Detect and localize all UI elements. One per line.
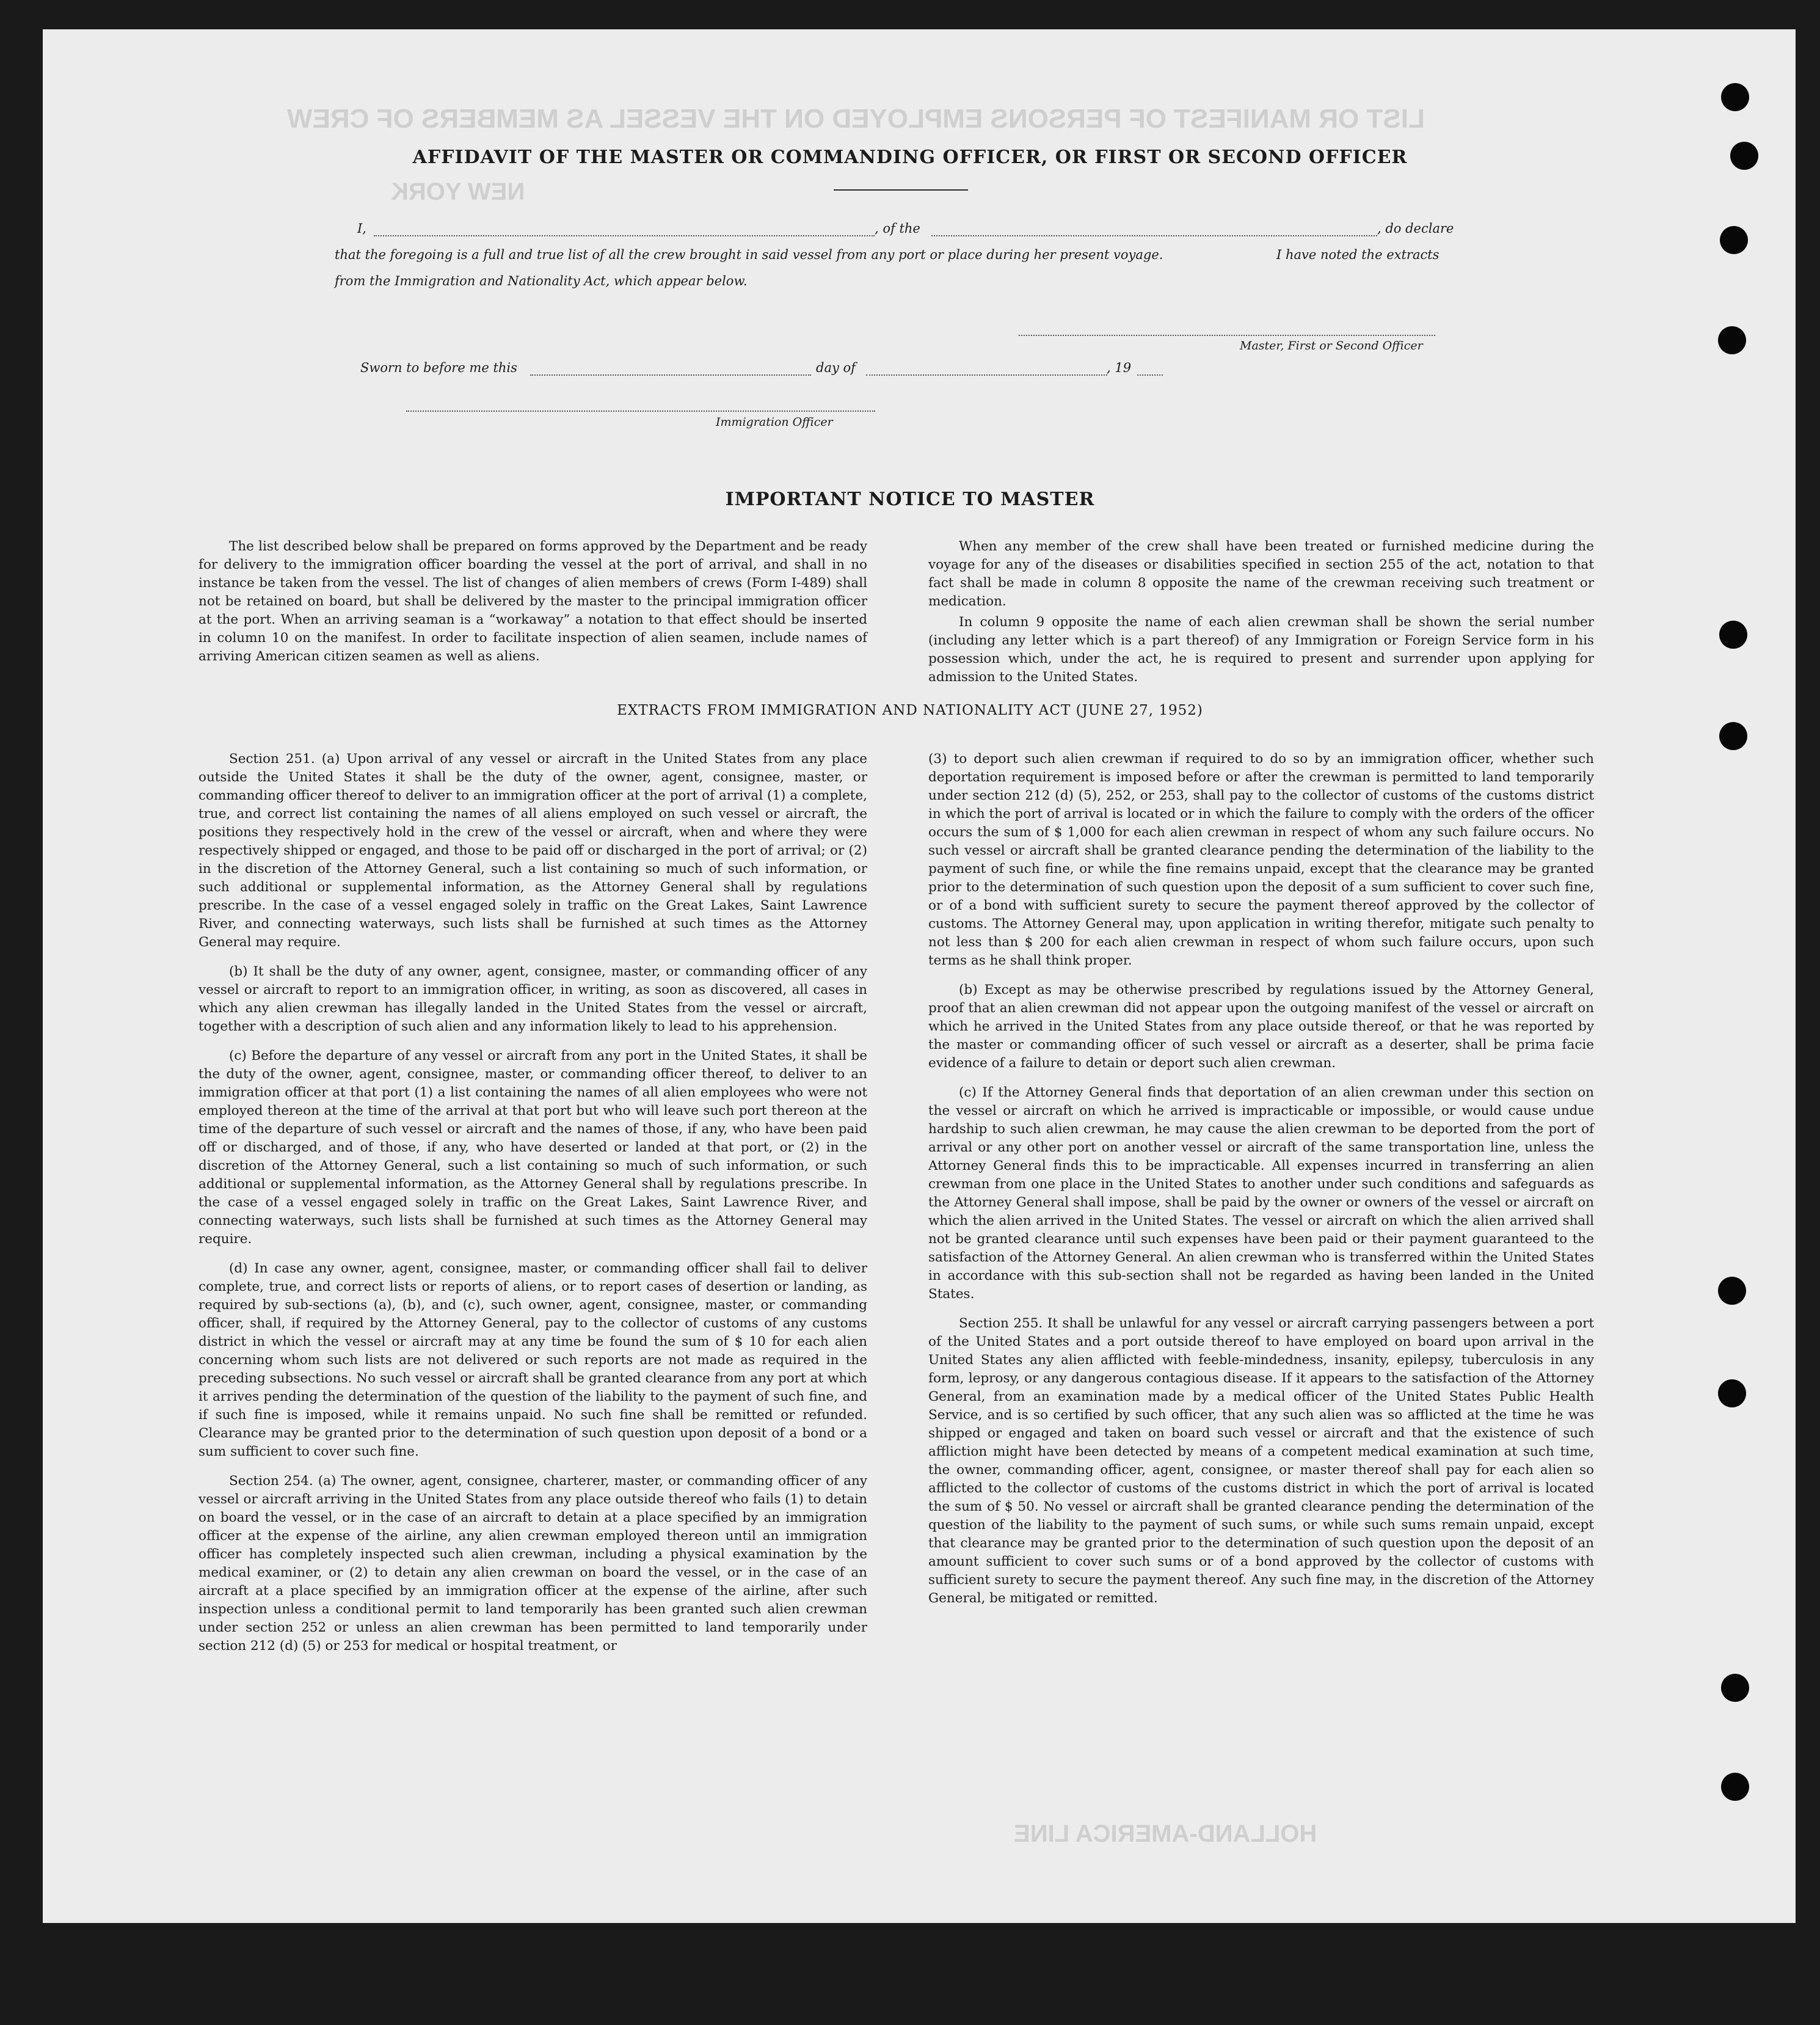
punch-hole <box>1719 621 1747 649</box>
do-declare-label: , do declare <box>1377 221 1454 236</box>
section-254-a: Section 254. (a) The owner, agent, consignee, charterer, master, or commanding officer of any vessel or aircraft arriving in the United States from any place outside thereof who fails (1) to detain on board the vessel, or in the case of an aircraft to detain at a place specified by an immigration officer at the expense of the airline, any alien crewman employed thereon until an immigration officer has completely inspected such alien crewman, including a physical examination by the medical examiner, or (2) to detain any alien crewman on board the vessel, or in the case of an aircraft at a place specified by an immigration officer at the expense of the airline, after such inspection unless a conditional permit to land temporarily has been granted such alien crewman under section 252 or unless an alien crewman has been permitted to land temporarily under section 212 (d) (5) or 253 for medical or hospital treatment, or <box>198 1473 867 1654</box>
notice-title: IMPORTANT NOTICE TO MASTER <box>725 489 1095 510</box>
vessel-field[interactable] <box>931 235 1377 236</box>
section-251-b: (b) It shall be the duty of any owner, agent, consignee, master, or commanding officer of any vessel or aircraft to report to an immigration officer, in writing, as soon as discovered, all cases in which any alien crewman has illegally landed in the United States from the vessel or aircraft, together with a description of such alien and any information likely to lead to his apprehension. <box>198 964 867 1034</box>
bleed-through-port: NEW YORK <box>391 178 525 205</box>
notice-right-paragraph-1: When any member of the crew shall have been treated or furnished medicine during the voyage for any of the diseases or disabilities specified in section 255 of the act, notation to that fact shall be made in column 8 opposite the name of the crewman receiving such treatment or medication. <box>928 539 1594 609</box>
declaration-text-extracts: I have noted the extracts <box>1276 247 1440 262</box>
declaration-text-2: from the Immigration and Nationality Act, which appear below. <box>335 274 748 288</box>
punch-hole <box>1719 722 1747 750</box>
year-label: , 19 <box>1107 360 1132 375</box>
punch-hole <box>1720 226 1748 254</box>
punch-hole <box>1721 1674 1749 1702</box>
section-255: Section 255. It shall be unlawful for any vessel or aircraft carrying passengers between a port of the United States and a port outside thereof to have employed on board upon arrival in the United States any alien afflicted with feeble-mindedness, insanity, epilepsy, tuberculosis in any form, leprosy, or any dangerous contagious disease. If it appears to the satisfaction of the Attorney General, from an examination made by a medical officer of the United States Public Health Service, and is so certified by such officer, that any such alien was so afflicted at the time he was shipped or engaged and taken on board such vessel or aircraft and that the existence of such affliction might have been detected by means of a competent medical examination at such time, the owner, commanding officer, agent, consignee, or master thereof shall pay for each alien so afflicted to the collector of customs of the customs district in which the port of arrival is located the sum of $ 50. No vessel or aircraft shall be granted clearance pending the determination of the question of the liability to the payment of such sums, or while such sums remain unpaid, except that clearance may be granted prior to the determination of such question upon the deposit of an amount sufficient to cover such sums or of a bond approved by the collector of customs with sufficient surety to secure the payment thereof. Any such fine may, in the discretion of the Attorney General, be mitigated or remitted. <box>928 1316 1594 1606</box>
notice-right-column <box>928 538 1594 698</box>
day-of-label: day of <box>816 360 856 375</box>
section-251-c: (c) Before the departure of any vessel or aircraft from any port in the United States, it shall be the duty of the owner, agent, consignee, master, or commanding officer thereof, to deliver to an immigration officer at that port (1) a list containing the names of all alien employees who were not employed thereon at the time of the arrival at that port but who will leave such port thereon at the time of the departure of such vessel or aircraft and the names of those, if any, who have been paid off or discharged, and of those, if any, who have deserted or landed at that port, or (2) in the discretion of the Attorney General, such a list containing so much of such information, or such additional or supplemental information, as the Attorney General shall by regulations prescribe. In the case of a vessel engaged solely in traffic on the Great Lakes, Saint Lawrence River, and connecting waterways, such lists shall be furnished at such times as the Attorney General may require. <box>198 1048 867 1247</box>
punch-hole <box>1718 1379 1746 1407</box>
section-254-c: (c) If the Attorney General finds that deportation of an alien crewman under this section on the vessel or aircraft on which he arrived is impracticable or impossible, or would cause undue hardship to such alien crewman, he may cause the alien crewman to be deported from the port of arrival or any other port on another vessel or aircraft of the same transportation line, unless the Attorney General finds this to be impracticable. All expenses incurred in transferring an alien crewman from one place in the United States to another under such conditions and safeguards as the Attorney General shall impose, shall be paid by the owner or owners of the vessel or aircraft on which the alien arrived in the United States. The vessel or aircraft on which the alien arrived shall not be granted clearance until such expenses have been paid or their payment guaranteed to the satisfaction of the Attorney General. An alien crewman who is transferred within the United States in accordance with this sub-section shall not be regarded as having been landed in the United States. <box>928 1085 1594 1302</box>
sworn-label: Sworn to before me this <box>360 360 517 375</box>
extracts-left-column <box>198 750 867 1666</box>
master-signature-line[interactable] <box>1019 335 1435 336</box>
officer-signature-label: Immigration Officer <box>716 415 833 429</box>
master-signature-label: Master, First or Second Officer <box>1240 339 1423 352</box>
affidavit-title: AFFIDAVIT OF THE MASTER OR COMMANDING OFFICER, OR FIRST OR SECOND OFFICER <box>412 147 1408 168</box>
section-254-a-cont: (3) to deport such alien crewman if required to do so by an immigration officer, whether such deportation requirement is imposed before or after the crewman is permitted to land temporarily under section 212 (d) (5), 252, or 253, shall pay to the collector of customs of the customs district in which the port of arrival is located or in which the failure to comply with the orders of the officer occurs the sum of $ 1,000 for each alien crewman in respect of whom any such failure occurs. No such vessel or aircraft shall be granted clearance pending the determination of the liability to the payment of such fine, or while the fine remains unpaid, except that the clearance may be granted prior to the determination of such question upon the deposit of a sum sufficient to cover such fine, or of a bond with sufficient surety to secure the payment thereof approved by the collector of customs. The Attorney General may, upon application in writing therefor, mitigate such penalty to not less than $ 200 for each alien crewman in respect of whom such failure occurs, upon such terms as he shall think proper. <box>928 751 1594 968</box>
notice-left-column <box>198 538 867 677</box>
section-254-b: (b) Except as may be otherwise prescribed by regulations issued by the Attorney General, proof that an alien crewman did not appear upon the outgoing manifest of the vessel or aircraft on which he arrived in the United States from any place outside thereof, or that he was reported by the master or commanding officer of such vessel or aircraft as a deserter, shall be prima facie evidence of a failure to detain or deport such alien crewman. <box>928 982 1594 1071</box>
notice-left-paragraph: The list described below shall be prepared on forms approved by the Department and be ready for delivery to the immigration officer boarding the vessel at the port of arrival, and shall in no instance be taken from the vessel. The list of changes of alien members of crews (Form I-489) shall not be retained on board, but shall be delivered by the master to the principal immigration officer at the port. When an arriving seaman is a “workaway” a notation to that effect should be inserted in column 10 on the manifest. In order to facilitate inspection of alien seamen, include names of arriving American citizen seamen as well as aliens. <box>198 539 867 664</box>
punch-hole <box>1718 1277 1746 1305</box>
sworn-day-field[interactable] <box>530 374 811 376</box>
punch-hole <box>1718 326 1746 354</box>
section-251-a: Section 251. (a) Upon arrival of any vessel or aircraft in the United States from any place outside the United States it shall be the duty of the owner, agent, consignee, master, or commanding officer thereof to deliver to an immigration officer at the port of arrival (1) a complete, true, and correct list containing the names of all aliens employed on such vessel or aircraft, the positions they respectively hold in the crew of the vessel or aircraft, when and where they were respectively shipped or engaged, and those to be paid off or discharged in the port of arrival; or (2) in the discretion of the Attorney General, such a list containing so much of such information, or such additional or supplemental information, as the Attorney General shall by regulations prescribe. In the case of a vessel engaged solely in traffic on the Great Lakes, Saint Lawrence River, and connecting waterways, such lists shall be furnished at such times as the Attorney General may require. <box>198 751 867 950</box>
extracts-title: EXTRACTS FROM IMMIGRATION AND NATIONALITY ACT (JUNE 27, 1952) <box>617 702 1203 718</box>
sworn-year-field[interactable] <box>1137 374 1163 376</box>
punch-hole <box>1721 83 1749 111</box>
title-underline <box>834 189 968 191</box>
declaration-text: that the foregoing is a full and true list of all the crew brought in said vessel from any port or place during her present voyage. <box>335 247 1163 262</box>
officer-signature-line[interactable] <box>406 410 875 412</box>
extracts-right-column <box>928 750 1594 1619</box>
of-the-label: , of the <box>875 221 920 236</box>
name-field[interactable] <box>374 235 875 236</box>
punch-hole <box>1721 1773 1749 1801</box>
sworn-month-field[interactable] <box>866 374 1107 376</box>
bleed-through-header: LIST OR MANIFEST OF PERSONS EMPLOYED ON THE VESSEL AS MEMBERS OF CREW <box>287 104 1425 134</box>
section-251-d: (d) In case any owner, agent, consignee, master, or commanding officer shall fail to deliver complete, true, and correct lists or reports of aliens, or to report cases of desertion or landing, as required by sub-sections (a), (b), and (c), such owner, agent, consignee, master, or commanding officer, shall, if required by the Attorney General, pay to the collector of customs of any customs district in which the vessel or aircraft may at any time be found the sum of $ 10 for each alien concerning whom such lists are not delivered or such reports are not made as required in the preceding subsections. No such vessel or aircraft shall be granted clearance from any port at which it arrives pending the determination of the question of the liability to the payment of such fine, and if such fine is imposed, while it remains unpaid. No such fine shall be remitted or refunded. Clearance may be granted prior to the determination of such question upon deposit of a bond or a sum sufficient to cover such fine. <box>198 1261 867 1459</box>
bleed-through-footer: HOLLAND-AMERICA LINE <box>1014 1820 1317 1847</box>
i-label: I, <box>357 221 366 236</box>
notice-right-paragraph-2: In column 9 opposite the name of each alien crewman shall be shown the serial number (including any letter which is a part thereof) of any Immigration or Foreign Service form in his possession which, under the act, he is required to present and surrender upon applying for admission to the United States. <box>928 615 1594 685</box>
